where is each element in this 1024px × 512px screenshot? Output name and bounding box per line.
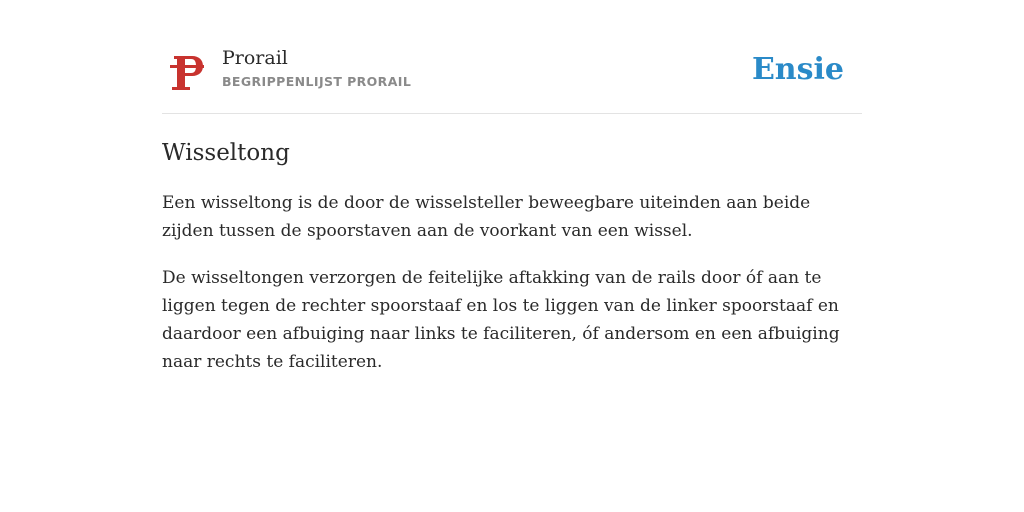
brand-subtitle: BEGRIPPENLIJST PRORAIL bbox=[222, 74, 412, 89]
brand-block bbox=[222, 44, 411, 90]
site-header bbox=[162, 0, 862, 114]
description-paragraph: De wisseltongen verzorgen de feitelijke aftakking van de rails door óf aan te liggen tegen de rechter spoorstaaf en los te liggen van de linker spoorstaaf en daardoor een afbuiging naar links te faciliteren, óf andersom en een afbuiging naar rechts te faciliteren. bbox=[162, 268, 840, 372]
prorail-logo-icon[interactable] bbox=[170, 53, 204, 91]
definition-paragraph: Een wisseltong is de door de wisselsteller beweegbare uiteinden aan beide zijden tussen de spoorstaven aan de voorkant van een wissel. bbox=[162, 193, 811, 241]
page-title: Wisseltong bbox=[162, 140, 290, 166]
brand-name-link[interactable]: Prorail bbox=[222, 47, 288, 69]
ensie-logo-link[interactable]: Ensie bbox=[751, 52, 844, 87]
article bbox=[162, 136, 862, 376]
